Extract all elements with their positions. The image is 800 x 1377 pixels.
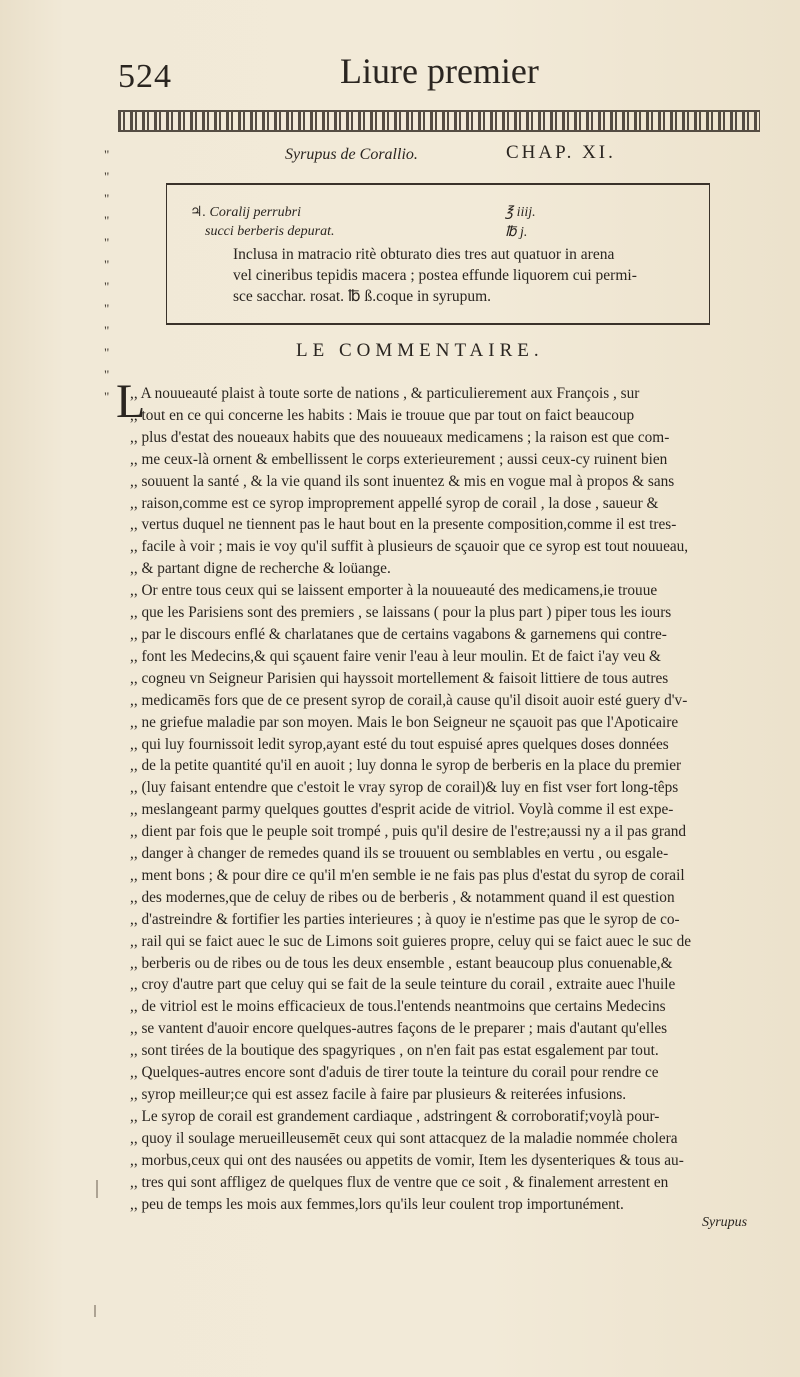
commentary-line: ,, d'astreindre & fortifier les parties interieures ; à quoy ie n'estime pas que le syrop de co- <box>130 910 680 928</box>
commentary-line: ,, plus d'estat des noueaux habits que des nouueaux medicamens ; la raison est que com- <box>130 428 670 446</box>
commentary-line: ,, des modernes,que de celuy de ribes ou de berberis , & notamment quand il est question <box>130 888 675 906</box>
commentary-heading: LE COMMENTAIRE. <box>296 340 544 361</box>
commentary-line: ,, croy d'autre part que celuy qui se fait de la seule teinture du corail , extraite auec l'huile <box>130 976 676 994</box>
quote-mark: " <box>104 301 110 316</box>
quote-mark: " <box>104 345 110 360</box>
commentary-line: ,, se vantent d'auoir encore quelques-autres façons de le preparer ; mais d'autant qu'elles <box>130 1020 668 1038</box>
commentary-line: ,, facile à voir ; mais ie voy qu'il suffit à plusieurs de sçauoir que ce syrop est tout nouueau, <box>130 538 689 556</box>
ornamental-border <box>118 110 760 132</box>
commentary-line: ,, font les Medecins,& qui sçauent faire venir l'eau à leur moulin. Et de faict i'ay veu & <box>130 647 661 665</box>
commentary-line: ,, de la petite quantité qu'il en auoit ; luy donna le syrop de berberis en la place du premier <box>130 757 682 775</box>
commentary-line: ,, Or entre tous ceux qui se laissent emporter à la nouueauté des medicamens,ie trouue <box>130 582 658 600</box>
commentary-line: ,, ment bons ; & pour dire ce qu'il m'en semble ie ne fais pas plus d'estat du syrop de corail <box>130 866 685 884</box>
commentary-body <box>130 383 755 1215</box>
commentary-line: ,, rail qui se faict auec le suc de Limons soit guieres propre, celuy qui se faict auec le suc de <box>130 932 692 950</box>
commentary-line: ,, Quelques-autres encore sont d'aduis de tirer toute la teinture du corail pour rendre ce <box>130 1064 659 1082</box>
quote-mark: " <box>104 279 110 294</box>
quote-mark: " <box>104 323 110 338</box>
commentary-line: ,, tout en ce qui concerne les habits : Mais ie trouue que par tout on faict beaucoup <box>130 406 635 424</box>
margin-mark <box>94 1305 96 1317</box>
commentary-line: ,, ne griefue maladie par son moyen. Mais le bon Seigneur ne sçauoit pas que l'Apoticaire <box>130 713 679 731</box>
ingredient-quantity: ℔ j. <box>505 225 528 240</box>
recipe-line: vel cineribus tepidis macera ; postea effunde liquorem cui permi- <box>233 267 637 284</box>
commentary-line: ,, & partant digne de recherche & loüange. <box>130 560 391 578</box>
commentary-line: ,, quoy il soulage merueilleusemēt ceux qui sont attacquez de la maladie nommée cholera <box>130 1129 678 1147</box>
catchword: Syrupus <box>702 1215 748 1230</box>
commentary-line: ,, vertus duquel ne tiennent pas le haut bout en la presente composition,comme il est tres- <box>130 516 677 534</box>
commentary-line: ,, berberis ou de ribes ou de tous les deux ensemble , estant beaucoup plus conuenable,& <box>130 954 673 972</box>
ingredient-name: ♃. Coralij perrubri <box>190 205 301 220</box>
commentary-line: ,, par le discours enflé & charlatanes que de certains vagabons & garnemens qui contre- <box>130 625 667 643</box>
commentary-line: ,, me ceux-là ornent & embellissent le corps exterieurement ; aussi ceux-cy ruinent bien <box>130 450 668 468</box>
quote-mark: " <box>104 169 110 184</box>
commentary-line: ,, tres qui sont affligez de quelques flux de ventre que ce soit , & finalement arrestent en <box>130 1173 669 1191</box>
quote-mark: " <box>104 191 110 206</box>
commentary-line: ,, peu de temps les mois aux femmes,lors qu'ils leur coulent trop importunément. <box>130 1195 624 1213</box>
margin-mark <box>96 1180 98 1198</box>
commentary-line: ,, sont tirées de la boutique des spagyriques , on n'en fait pas estat esgalement par tout. <box>130 1042 659 1060</box>
commentary-line: ,, de vitriol est le moins efficacieux de tous.l'entends neantmoins que certains Medecins <box>130 998 666 1016</box>
commentary-line: ,, cogneu vn Seigneur Parisien qui hayssoit mortellement & faisoit littiere de tous autres <box>130 669 669 687</box>
quote-mark: " <box>104 389 110 404</box>
recipe-instructions <box>233 244 693 307</box>
commentary-line: ,, Le syrop de corail est grandement cardiaque , adstringent & corroboratif;voylà pour- <box>130 1107 660 1125</box>
commentary-line: ,, medicamēs fors que de ce present syrop de corail,à cause qu'il disoit auoir esté guery d'v- <box>130 691 688 709</box>
commentary-line: ,, syrop meilleur;ce qui est assez facile à faire par plusieurs & reiterées infusions. <box>130 1086 627 1103</box>
chapter-number: CHAP. XI. <box>506 142 616 163</box>
commentary-line: ,, morbus,ceux qui ont des nausées ou appetits de vomir, Item les dysenteriques & tous au- <box>130 1151 684 1169</box>
commentary-line: ,, dient par fois que le peuple soit trompé , puis qu'il desire de l'estre;aussi ny a il pas grand <box>130 823 687 841</box>
ingredient-quantity: ℥ iiij. <box>505 205 536 220</box>
quote-mark: " <box>104 235 110 250</box>
commentary-line: ,, A nouueauté plaist à toute sorte de nations , & particulierement aux François , sur <box>130 385 640 402</box>
chapter-title: Syrupus de Corallio. <box>285 146 418 163</box>
commentary-line: ,, (luy faisant entendre que c'estoit le vray syrop de corail)& luy en fist vser fort long-têps <box>130 779 679 797</box>
recipe-line: sce sacchar. rosat. ℔ ß.coque in syrupum. <box>233 288 492 305</box>
ingredient-name: succi berberis depurat. <box>205 224 335 239</box>
commentary-line: ,, qui luy fournissoit ledit syrop,ayant esté du tout espuisé apres quelques doses données <box>130 735 669 753</box>
commentary-line: ,, souuent la santé , & la vie quand ils sont inuentez & mis en vogue mal à propos & sans <box>130 472 675 490</box>
quote-mark: " <box>104 367 110 382</box>
commentary-line: ,, raison,comme est ce syrop improprement appellé syrop de corail , la dose , saueur & <box>130 494 659 512</box>
quote-mark: " <box>104 257 110 272</box>
running-title: Liure premier <box>340 51 539 91</box>
quote-mark: " <box>104 147 110 162</box>
recipe-line: Inclusa in matracio ritè obturato dies tres aut quatuor in arena <box>233 246 615 263</box>
quote-mark: " <box>104 213 110 228</box>
commentary-line: ,, danger à changer de remedes quand ils se trouuent ou semblables en vertu , ou esgale- <box>130 845 669 863</box>
margin-quote-marks <box>104 144 124 408</box>
drop-cap: L <box>116 375 146 428</box>
commentary-line: ,, meslangeant parmy quelques gouttes d'esprit acide de vitriol. Voylà comme il est expe- <box>130 801 674 819</box>
commentary-line: ,, que les Parisiens sont des premiers , se laissans ( pour la plus part ) piper tous les iours <box>130 604 672 622</box>
page-number: 524 <box>118 58 172 95</box>
